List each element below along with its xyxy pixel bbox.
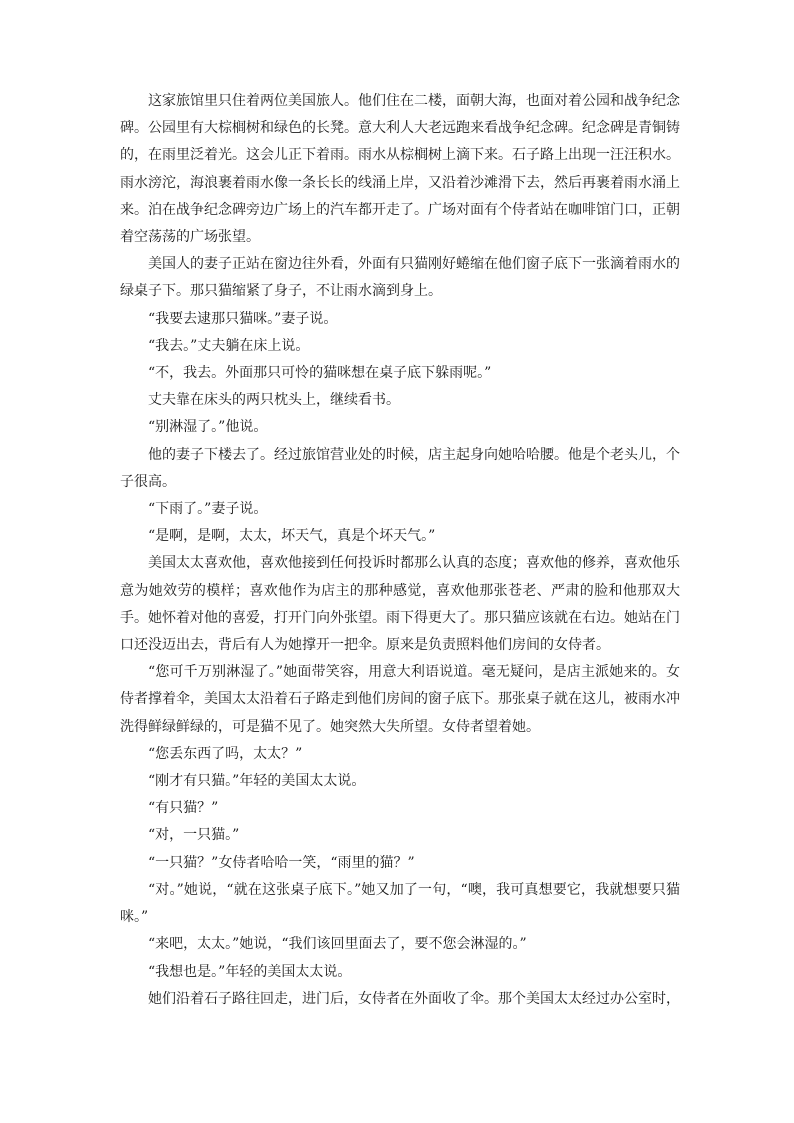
paragraph: “来吧，太太。”她说，“我们该回里面去了，要不您会淋湿的。” [148, 936, 527, 953]
paragraph: “一只猫？”女侍者哈哈一笑，“雨里的猫？” [148, 854, 415, 871]
paragraph: “对。”她说，“就在这张桌子底下。”她又加了一句，“噢，我可真想要它，我就想要只猫咪。” [120, 881, 680, 926]
paragraph: “别淋湿了。”他说。 [148, 419, 268, 436]
paragraph: 美国人的妻子正站在窗边往外看，外面有只猫刚好蜷缩在他们窗子底下一张滴着雨水的绿桌子下。那只猫缩紧了身子，不让雨水滴到身上。 [120, 256, 680, 300]
paragraph: “您丢东西了吗，太太？” [148, 745, 303, 762]
document-page [120, 88, 680, 1013]
paragraph: 他的妻子下楼去了。经过旅馆营业处的时候，店主起身向她哈哈腰。他是个老头儿，个子很高。 [120, 446, 680, 490]
paragraph: “我想也是。”年轻的美国太太说。 [148, 963, 352, 980]
paragraph: “是啊，是啊，太太，坏天气，真是个坏天气。” [148, 528, 436, 545]
paragraph: “有只猫？” [148, 800, 219, 817]
paragraph: 这家旅馆里只住着两位美国旅人。他们住在二楼，面朝大海，也面对着公园和战争纪念碑。公园里有大棕榈树和绿色的长凳。意大利人大老远跑来看战争纪念碑。纪念碑是青铜铸的，在雨里泛着光。这会儿正下着雨。雨水从棕榈树上滴下来。石子路上出现一汪汪积水。雨水滂沱，海浪裹着雨水像一条长长的线涌上岸，又沿着沙滩滑下去，然后再裹着雨水涌上来。泊在战争纪念碑旁边广场上的汽车都开走了。广场对面有个侍者站在咖啡馆门口，正朝着空荡荡的广场张望。 [120, 93, 680, 246]
paragraph: 丈夫靠在床头的两只枕头上，继续看书。 [148, 392, 400, 409]
paragraph: “下雨了。”妻子说。 [148, 501, 268, 518]
paragraph: “对，一只猫。” [148, 827, 240, 844]
paragraph: “不，我去。外面那只可怜的猫咪想在桌子底下躲雨呢。” [148, 365, 492, 382]
paragraph: “您可千万别淋湿了。”她面带笑容，用意大利语说道。毫无疑问，是店主派她来的。女侍者撑着伞，美国太太沿着石子路走到他们房间的窗子底下。那张桌子就在这儿，被雨水冲洗得鲜绿鲜绿的，可是猫不见了。她突然大失所望。女侍者望着她。 [120, 664, 680, 735]
paragraph: “我要去逮那只猫咪。”妻子说。 [148, 310, 338, 327]
paragraph: “刚才有只猫。”年轻的美国太太说。 [148, 773, 366, 790]
paragraph: 美国太太喜欢他，喜欢他接到任何投诉时都那么认真的态度；喜欢他的修养，喜欢他乐意为她效劳的模样；喜欢他作为店主的那种感觉，喜欢他那张苍老、严肃的脸和他那双大手。她怀着对他的喜爱，打开门向外张望。雨下得更大了。那只猫应该就在右边。她站在门口还没迈出去，背后有人为她撑开一把伞。原来是负责照料他们房间的女侍者。 [120, 555, 680, 654]
paragraph: “我去。”丈夫躺在床上说。 [148, 337, 310, 354]
paragraph: 她们沿着石子路往回走，进门后，女侍者在外面收了伞。那个美国太太经过办公室时， [148, 990, 680, 1007]
